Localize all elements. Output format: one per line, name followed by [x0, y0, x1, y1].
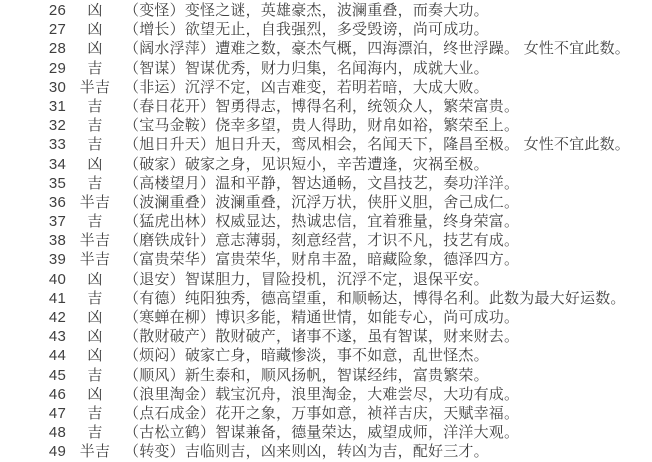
number-value: 39 [48, 251, 66, 269]
number-value: 40 [48, 270, 66, 288]
fortune-description: 纯阳独秀，德高望重，和顺畅达，博得名利。此数为最大好运数。 [184, 289, 626, 307]
luck-label: 吉 [87, 59, 103, 77]
fortune-text [124, 289, 652, 308]
number-value: 47 [48, 404, 66, 422]
number-value: 44 [48, 347, 66, 365]
fortune-row [0, 327, 652, 346]
number-value: 33 [48, 136, 66, 154]
fortune-text [124, 423, 652, 442]
luck-label: 凶 [87, 155, 103, 173]
fortune-name: （磨铁成针） [124, 232, 216, 250]
fortune-text [124, 78, 652, 97]
fortune-description: 智勇得志，博得名利，统领众人，繁荣富贵。 [215, 97, 520, 115]
fortune-description: 侥幸多望，贵人得助，财帛如裕，繁荣至上。 [215, 117, 520, 135]
fortune-row [0, 250, 652, 269]
number-value: 28 [48, 40, 66, 58]
fortune-name: （浪里淘金） [124, 385, 216, 403]
fortune-text [124, 346, 652, 365]
number-value: 34 [48, 155, 66, 173]
fortune-text [124, 39, 652, 58]
fortune-row [0, 423, 652, 442]
fortune-row [0, 231, 652, 250]
fortune-name: （波澜重叠） [124, 193, 216, 211]
luck-label: 凶 [87, 309, 103, 326]
fortune-text [124, 442, 652, 461]
fortune-description: 智谋兼备，德量荣达，威望成师，洋洋大观。 [215, 424, 520, 442]
luck-label: 吉 [87, 289, 103, 307]
fortune-description: 花开之象，万事如意，祯祥吉庆，天赋幸福。 [215, 404, 520, 422]
fortune-text [124, 1, 652, 20]
fortune-description: 沉浮不定，凶吉难变，若明若暗，大成大败。 [184, 78, 489, 96]
number-value: 43 [48, 328, 66, 346]
fortune-row [0, 289, 652, 308]
fortune-row [0, 308, 652, 327]
fortune-name: （转变） [124, 443, 185, 461]
fortune-description: 遭难之数，豪杰气概，四海漂泊，终世浮躁。 女性不宜此数。 [215, 40, 630, 58]
luck-label: 半吉 [79, 232, 111, 250]
fortune-name: （阔水浮萍） [124, 40, 216, 58]
luck-label: 吉 [87, 97, 103, 115]
luck-label: 凶 [87, 21, 103, 39]
fortune-description: 波澜重叠，沉浮万状，侠肝义胆，舍己成仁。 [215, 193, 520, 211]
fortune-name: （猛虎出林） [124, 213, 216, 231]
fortune-text [124, 250, 652, 269]
fortune-description: 意志薄弱，刻意经营，才识不凡，技艺有成。 [215, 232, 520, 250]
fortune-text [124, 327, 652, 346]
fortune-text [124, 20, 652, 39]
fortune-description: 载宝沉舟，浪里淘金，大难尝尽，大功有成。 [215, 385, 520, 403]
fortune-row [0, 135, 652, 154]
fortune-text [124, 116, 652, 135]
fortune-text [124, 212, 652, 231]
fortune-text [124, 174, 652, 193]
fortune-row [0, 59, 652, 78]
fortune-name: （春日花开） [124, 97, 216, 115]
luck-label: 半吉 [79, 78, 111, 96]
fortune-name: （非运） [124, 78, 185, 96]
fortune-name: （富贵荣华） [124, 251, 216, 269]
fortune-name: （古松立鹤） [124, 424, 216, 442]
number-value: 30 [48, 78, 66, 96]
luck-label: 凶 [87, 2, 103, 19]
fortune-description: 权威显达，热诚忠信，宜着雅量，终身荣富。 [215, 213, 520, 231]
fortune-text [124, 308, 652, 327]
luck-label: 凶 [87, 347, 103, 365]
number-value: 27 [48, 21, 66, 39]
fortune-name: （散财破产） [124, 328, 216, 346]
fortune-row [0, 346, 652, 365]
fortune-name: （寒蝉在柳） [124, 309, 216, 326]
luck-label: 吉 [87, 366, 103, 384]
fortune-description: 破家亡身，暗藏惨淡，事不如意，乱世怪杰。 [184, 347, 489, 365]
luck-label: 半吉 [79, 251, 111, 269]
fortune-description: 吉临则吉，凶来则凶，转凶为吉，配好三才。 [184, 443, 489, 461]
fortune-row [0, 78, 652, 97]
luck-label: 吉 [87, 213, 103, 231]
fortune-description: 旭日升天，鸾凤相会，名闻天下，隆昌至极。 女性不宜此数。 [215, 136, 630, 154]
number-value: 48 [48, 424, 66, 442]
fortune-row [0, 212, 652, 231]
luck-label: 半吉 [79, 193, 111, 211]
fortune-text [124, 193, 652, 212]
fortune-row [0, 270, 652, 289]
fortune-row [0, 20, 652, 39]
fortune-name: （变怪） [124, 2, 185, 19]
fortune-row [0, 385, 652, 404]
fortune-name: （增长） [124, 21, 185, 39]
number-value: 31 [48, 97, 66, 115]
fortune-description: 博识多能，精通世情，如能专心，尚可成功。 [215, 309, 520, 326]
fortune-description: 变怪之谜，英雄豪杰，波澜重叠，而奏大功。 [184, 2, 489, 19]
fortune-row [0, 442, 652, 461]
number-value: 35 [48, 174, 66, 192]
fortune-description: 散财破产，诸事不遂，虽有智谋，财来财去。 [215, 328, 520, 346]
fortune-text [124, 270, 652, 289]
luck-label: 凶 [87, 385, 103, 403]
fortune-description: 富贵荣华，财帛丰盈，暗藏险象，德泽四方。 [215, 251, 520, 269]
fortune-row [0, 155, 652, 174]
fortune-text [124, 97, 652, 116]
fortune-description: 欲望无止，自我强烈，多受毁谤，尚可成功。 [184, 21, 489, 39]
number-value: 38 [48, 232, 66, 250]
fortune-text [124, 135, 652, 154]
fortune-name: （退安） [124, 270, 185, 288]
fortune-name: （旭日升天） [124, 136, 216, 154]
fortune-text [124, 385, 652, 404]
luck-label: 凶 [87, 328, 103, 346]
fortune-name: （高楼望月） [124, 174, 216, 192]
fortune-name: （破家） [124, 155, 185, 173]
number-value: 37 [48, 213, 66, 231]
luck-label: 吉 [87, 404, 103, 422]
fortune-row [0, 404, 652, 423]
fortune-name: （点石成金） [124, 404, 216, 422]
luck-label: 吉 [87, 136, 103, 154]
number-value: 42 [48, 309, 66, 326]
fortune-name: （智谋） [124, 59, 185, 77]
fortune-name: （宝马金鞍） [124, 117, 216, 135]
luck-label: 半吉 [79, 443, 111, 461]
number-value: 29 [48, 59, 66, 77]
fortune-name: （有德） [124, 289, 185, 307]
fortune-description: 温和平静，智达通畅，文昌技艺，奏功洋洋。 [215, 174, 520, 192]
number-value: 41 [48, 289, 66, 307]
number-value: 49 [48, 443, 66, 461]
fortune-text [124, 404, 652, 423]
fortune-description: 智谋胆力，冒险投机，沉浮不定，退保平安。 [184, 270, 489, 288]
luck-label: 凶 [87, 270, 103, 288]
luck-label: 吉 [87, 174, 103, 192]
number-value: 46 [48, 385, 66, 403]
fortune-description: 新生泰和，顺风扬帆，智谋经纬，富贵繁荣。 [184, 366, 489, 384]
luck-label: 吉 [87, 424, 103, 442]
number-value: 32 [48, 117, 66, 135]
fortune-row [0, 39, 652, 58]
fortune-row [0, 97, 652, 116]
number-value: 26 [48, 2, 66, 19]
luck-label: 吉 [87, 117, 103, 135]
luck-label: 凶 [87, 40, 103, 58]
fortune-row [0, 366, 652, 385]
fortune-text [124, 231, 652, 250]
number-value: 45 [48, 366, 66, 384]
fortune-text [124, 366, 652, 385]
fortune-row [0, 174, 652, 193]
fortune-row [0, 116, 652, 135]
fortune-description: 破家之身，见识短小，辛苦遭逢，灾祸至极。 [184, 155, 489, 173]
fortune-number-list [0, 1, 652, 462]
fortune-description: 智谋优秀，财力归集，名闻海内，成就大业。 [184, 59, 489, 77]
fortune-name: （顺风） [124, 366, 185, 384]
fortune-text [124, 59, 652, 78]
number-value: 36 [48, 193, 66, 211]
fortune-row [0, 1, 652, 20]
fortune-name: （烦闷） [124, 347, 185, 365]
fortune-text [124, 155, 652, 174]
fortune-row [0, 193, 652, 212]
